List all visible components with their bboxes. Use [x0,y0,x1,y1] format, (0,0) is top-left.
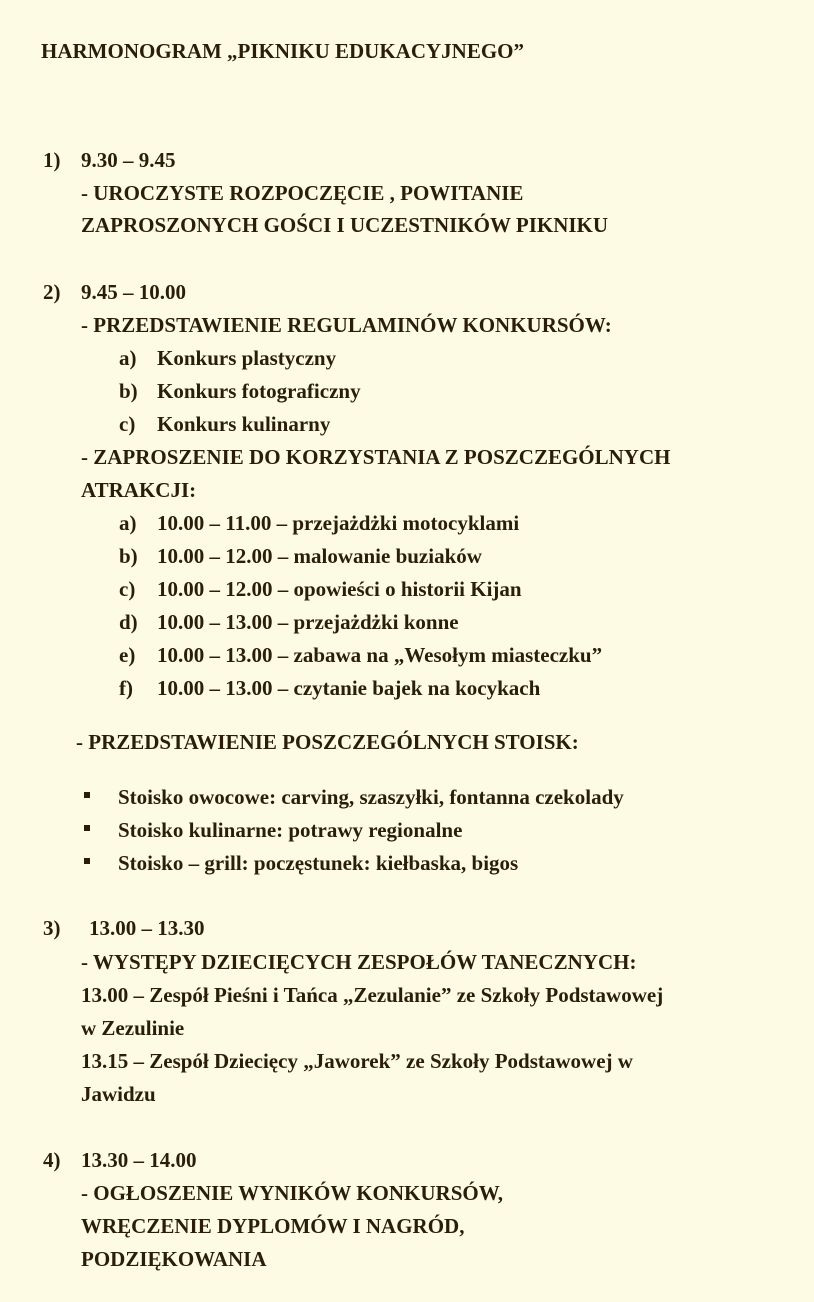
item-line: 13.00 – Zespół Pieśni i Tańca „Zezulanie” ze Szkoły Podstawowej [81,983,664,1007]
contest-letter: b) [119,379,138,403]
attraction-letter: c) [119,577,136,601]
contest-letter: a) [119,346,137,370]
document-title: HARMONOGRAM „PIKNIKU EDUKACYJNEGO” [41,39,524,63]
item-line: 13.15 – Zespół Dziecięcy „Jaworek” ze Szkoły Podstawowej w [81,1049,633,1073]
stand-item: Stoisko – grill: poczęstunek: kiełbaska, bigos [118,851,519,875]
attraction-item: 10.00 – 12.00 – malowanie buziaków [157,544,482,568]
square-bullet-icon [84,792,90,798]
item-line: PODZIĘKOWANIA [81,1247,267,1271]
stand-item: Stoisko owocowe: carving, szaszyłki, fontanna czekolady [118,785,624,809]
contest-item: Konkurs plastyczny [157,346,337,370]
attraction-item: 10.00 – 12.00 – opowieści o historii Kijan [157,577,522,601]
attraction-letter: e) [119,643,136,667]
attraction-item: 10.00 – 13.00 – zabawa na „Wesołym miasteczku” [157,643,603,667]
item-line: - WYSTĘPY DZIECIĘCYCH ZESPOŁÓW TANECZNYCH: [81,950,637,974]
item-line: - OGŁOSZENIE WYNIKÓW KONKURSÓW, [81,1181,504,1205]
section-heading: - ZAPROSZENIE DO KORZYSTANIA Z POSZCZEGÓLNYCH [81,445,671,469]
attraction-letter: a) [119,511,137,535]
item-line: Jawidzu [81,1082,156,1106]
attraction-item: 10.00 – 13.00 – przejażdżki konne [157,610,459,634]
contest-item: Konkurs fotograficzny [157,379,361,403]
item-line: w Zezulinie [81,1016,185,1040]
attraction-item: 10.00 – 13.00 – czytanie bajek na kocykach [157,676,541,700]
item-time: 9.45 – 10.00 [81,280,186,304]
square-bullet-icon [84,858,90,864]
item-number: 4) [43,1148,61,1172]
item-time: 13.00 – 13.30 [89,916,205,940]
square-bullet-icon [84,825,90,831]
item-time: 9.30 – 9.45 [81,148,176,172]
item-line: ZAPROSZONYCH GOŚCI I UCZESTNIKÓW PIKNIKU [81,213,609,237]
contest-item: Konkurs kulinarny [157,412,331,436]
section-heading: - PRZEDSTAWIENIE REGULAMINÓW KONKURSÓW: [81,313,612,337]
attraction-letter: d) [119,610,138,634]
item-line: WRĘCZENIE DYPLOMÓW I NAGRÓD, [81,1214,465,1238]
attraction-letter: f) [119,676,133,700]
stand-item: Stoisko kulinarne: potrawy regionalne [118,818,463,842]
item-number: 3) [43,916,61,940]
contest-letter: c) [119,412,136,436]
item-number: 1) [43,148,61,172]
item-time: 13.30 – 14.00 [81,1148,197,1172]
section-heading: ATRAKCJI: [81,478,197,502]
item-number: 2) [43,280,61,304]
attraction-item: 10.00 – 11.00 – przejażdżki motocyklami [157,511,520,535]
attraction-letter: b) [119,544,138,568]
section-heading: - PRZEDSTAWIENIE POSZCZEGÓLNYCH STOISK: [76,730,579,754]
item-line: - UROCZYSTE ROZPOCZĘCIE , POWITANIE [81,181,524,205]
